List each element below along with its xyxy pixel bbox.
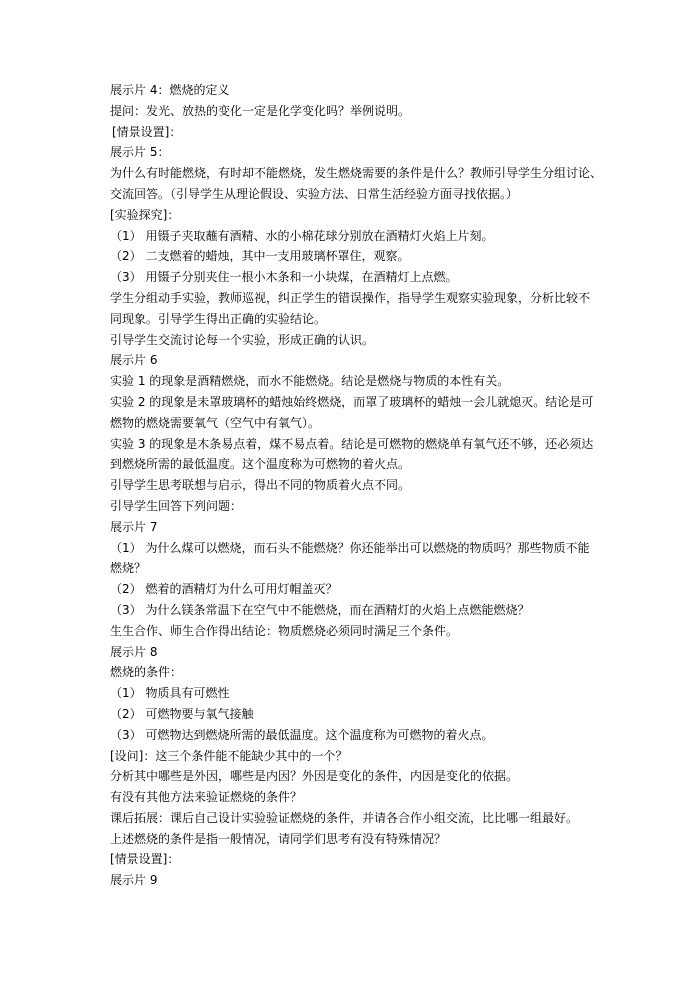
section-label-question: [设问]：这三个条件能不能缺少其中的一个？ — [110, 748, 348, 763]
list-item: （2） 燃着的酒精灯为什么可用灯帽盖灭？ — [110, 582, 338, 597]
document-page — [110, 80, 603, 891]
slide-heading-7: 展示片 7 — [110, 519, 158, 534]
paragraph-line: 实验 1 的现象是酒精燃烧，而水不能燃烧。结论是燃烧与物质的本性有关。 — [110, 374, 510, 389]
paragraph-line: 学生分组动手实验，教师巡视，纠正学生的错误操作，指导学生观察实验现象，分析比较不 — [110, 290, 591, 305]
slide-heading-9: 展示片 9 — [110, 873, 158, 888]
list-item: （1） 物质具有可燃性 — [110, 686, 230, 701]
paragraph-line: 到燃烧所需的最低温度。这个温度称为可燃物的着火点。 — [110, 457, 411, 472]
list-item-continuation: 燃烧？ — [110, 561, 147, 576]
paragraph-line: 引导学生交流讨论每一个实验，形成正确的认识。 — [110, 332, 375, 347]
paragraph-line: 燃烧的条件： — [110, 665, 183, 680]
list-item: （1） 用镊子夹取蘸有酒精、水的小棉花球分别放在酒精灯火焰上片刻。 — [110, 228, 494, 243]
paragraph-line: 同现象。引导学生得出正确的实验结论。 — [110, 311, 327, 326]
paragraph-line: 分析其中哪些是外因，哪些是内因？外因是变化的条件，内因是变化的依据。 — [110, 769, 519, 784]
paragraph-line: 有没有其他方法来验证燃烧的条件？ — [110, 790, 303, 805]
section-label-scenario: [情景设置]： — [110, 852, 180, 867]
list-item: （2） 二支燃着的蜡烛，其中一支用玻璃杯罩住，观察。 — [110, 249, 410, 264]
paragraph-line: 为什么有时能燃烧，有时却不能燃烧，发生燃烧需要的条件是什么？教师引导学生分组讨论、 — [110, 166, 603, 181]
slide-heading-4: 展示片 4：燃烧的定义 — [110, 83, 230, 97]
slide-heading-8: 展示片 8 — [110, 644, 158, 659]
paragraph-line: 引导学生回答下列问题： — [110, 498, 243, 513]
list-item: （3） 为什么镁条常温下在空气中不能燃烧，而在酒精灯的火焰上点燃能燃烧？ — [110, 602, 530, 617]
list-item: （2） 可燃物要与氧气接触 — [110, 706, 254, 721]
paragraph-line: 实验 3 的现象是木条易点着，煤不易点着。结论是可燃物的燃烧单有氧气还不够，还必须达 — [110, 436, 594, 451]
paragraph-line: 课后拓展：课后自己设计实验验证燃烧的条件，并请各合作小组交流，比比哪一组最好。 — [110, 810, 579, 825]
slide-heading-6: 展示片 6 — [110, 353, 158, 368]
paragraph-line: 上述燃烧的条件是指一般情况，请同学们思考有没有特殊情况？ — [110, 831, 447, 846]
paragraph-line: 生生合作、师生合作得出结论：物质燃烧必须同时满足三个条件。 — [110, 623, 459, 638]
list-item: （3） 可燃物达到燃烧所需的最低温度。这个温度称为可燃物的着火点。 — [110, 727, 494, 742]
paragraph-line: 引导学生思考联想与启示，得出不同的物质着火点不同。 — [110, 478, 411, 493]
paragraph-line: 实验 2 的现象是未罩玻璃杯的蜡烛始终燃烧，而罩了玻璃杯的蜡烛一会儿就熄灭。结论是可 — [110, 394, 594, 409]
list-item: （3） 用镊子分别夹住一根小木条和一小块煤，在酒精灯上点燃。 — [110, 270, 458, 285]
section-label-experiment: [实验探究]： — [110, 207, 180, 222]
question-text: 提问：发光、放热的变化一定是化学变化吗？举例说明。 — [110, 103, 411, 118]
section-label-scenario: [情景设置]： — [112, 124, 182, 139]
list-item: （1） 为什么煤可以燃烧，而石头不能燃烧？你还能举出可以燃烧的物质吗？那些物质不能 — [110, 540, 590, 555]
paragraph-line: 交流回答。（引导学生从理论假设、实验方法、日常生活经验方面寻找依据。） — [110, 186, 519, 201]
slide-heading-5: 展示片 5： — [110, 145, 170, 160]
paragraph-line: 燃物的燃烧需要氧气（空气中有氧气）。 — [110, 415, 321, 430]
